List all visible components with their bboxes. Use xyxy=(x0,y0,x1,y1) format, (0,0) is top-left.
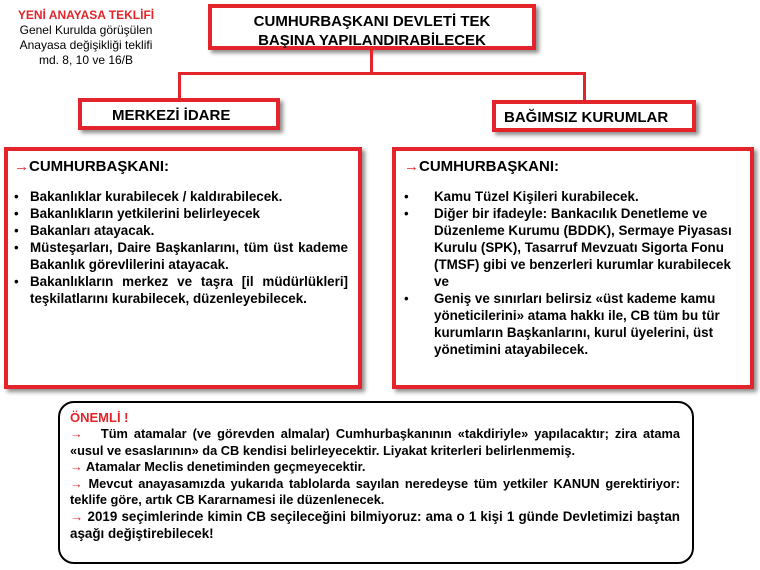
proposal-line: Genel Kurulda görüşülen xyxy=(19,23,153,37)
top-box-line2: BAŞINA YAPILANDIRABİLECEK xyxy=(258,32,486,49)
bagimsiz-kurumlar-header xyxy=(404,158,738,175)
list-item: • Diğer bir ifadeyle: Bankacılık Denetleme ve Düzenleme Kurumu (BDDK), Sermaye Piyasası Kurulu (SPK), Tasarruf Mevzuatı Sigorta Fonu (TMSF) gibi ve benzerleri kurumlar kurabilecek ve xyxy=(404,206,732,289)
bullet-icon: • xyxy=(14,274,19,289)
arrow-icon: → xyxy=(70,508,84,524)
onemli-note-box xyxy=(58,401,694,564)
bagimsiz-kurumlar-content-box xyxy=(392,147,754,389)
arrow-icon: → xyxy=(70,459,83,475)
merkezi-idare-title-box xyxy=(78,98,280,130)
bullet-icon: • xyxy=(14,240,19,255)
bagimsiz-kurumlar-list xyxy=(404,188,738,358)
list-item: • Müsteşarları, Daire Başkanlarını, tüm üst kademe Bakanlık görevlilerini atayacak. xyxy=(14,240,348,272)
connector-horizontal xyxy=(178,72,586,75)
top-box xyxy=(208,4,536,50)
bullet-icon: • xyxy=(404,206,409,221)
top-box-line1: CUMHURBAŞKANI DEVLETİ TEK xyxy=(253,13,491,30)
bullet-icon: • xyxy=(404,189,409,204)
proposal-line: Anayasa değişikliği teklifi xyxy=(19,38,153,52)
list-item: • Bakanlıkların merkez ve taşra [il müdürlükleri] teşkilatlarını kurabilecek, düzenleyebilecek. xyxy=(14,274,348,306)
bullet-icon: • xyxy=(14,223,19,238)
bagimsiz-kurumlar-title: BAĞIMSIZ KURUMLAR xyxy=(504,109,669,126)
arrow-icon: → xyxy=(70,426,83,441)
bullet-icon: • xyxy=(14,206,19,221)
proposal-line: md. 8, 10 ve 16/B xyxy=(38,53,134,67)
connector-vertical-top xyxy=(370,50,373,74)
merkezi-idare-title: MERKEZİ İDARE xyxy=(112,107,231,124)
list-item: • Bakanlıklar kurabilecek / kaldırabilecek. xyxy=(14,189,283,204)
list-item: • Bakanlıkların yetkilerini belirleyecek xyxy=(14,206,261,221)
note-item: → Atamalar Meclis denetiminden geçmeyecektir. xyxy=(70,459,366,475)
list-item: • Geniş ve sınırları belirsiz «üst kademe kamu yöneticilerini» atama hakkı ile, CB tüm bu tür kurumların Başkanlarını, kurul üyelerini, üst yönetimini atayabilecek. xyxy=(404,291,720,357)
arrow-icon: → xyxy=(14,158,29,175)
note-item: → Mevcut anayasamızda yukarıda tablolarda sayılan neredeyse tüm yetkiler KANUN gerektiriyor: teklife göre, artık CB Kararnamesi ile düzenlenecek. xyxy=(70,475,680,508)
connector-right-drop xyxy=(583,72,586,100)
bagimsiz-kurumlar-header-text: CUMHURBAŞKANI: xyxy=(419,158,559,175)
proposal-title: YENİ ANAYASA TEKLİFİ xyxy=(17,8,155,22)
bagimsiz-kurumlar-title-box xyxy=(492,100,696,132)
bullet-icon: • xyxy=(404,291,409,306)
merkezi-idare-header xyxy=(14,158,348,175)
arrow-icon: → xyxy=(70,475,83,491)
merkezi-idare-header-text: CUMHURBAŞKANI: xyxy=(29,158,169,175)
proposal-caption xyxy=(4,8,168,68)
note-item: → Tüm atamalar (ve görevden almalar) Cumhurbaşkanının «takdiriyle» yapılacaktır; zira atama «usul ve esaslarının» da CB kendisi belirleyecektir. Liyakat kriterleri belirlenmemiş. xyxy=(70,426,680,458)
bullet-icon: • xyxy=(14,189,19,204)
arrow-icon: → xyxy=(404,158,419,175)
list-item: • Bakanları atayacak. xyxy=(14,223,155,238)
list-item: • Kamu Tüzel Kişileri kurabilecek. xyxy=(404,189,639,204)
connector-left-drop xyxy=(178,72,181,100)
note-item: → 2019 seçimlerinde kimin CB seçileceğini bilmiyoruz: ama o 1 kişi 1 günde Devletimizi baştan aşağı değiştirebilecek! xyxy=(70,508,680,541)
merkezi-idare-content-box xyxy=(4,147,362,389)
merkezi-idare-list xyxy=(14,188,348,307)
onemli-title: ÖNEMLİ ! xyxy=(70,410,129,425)
